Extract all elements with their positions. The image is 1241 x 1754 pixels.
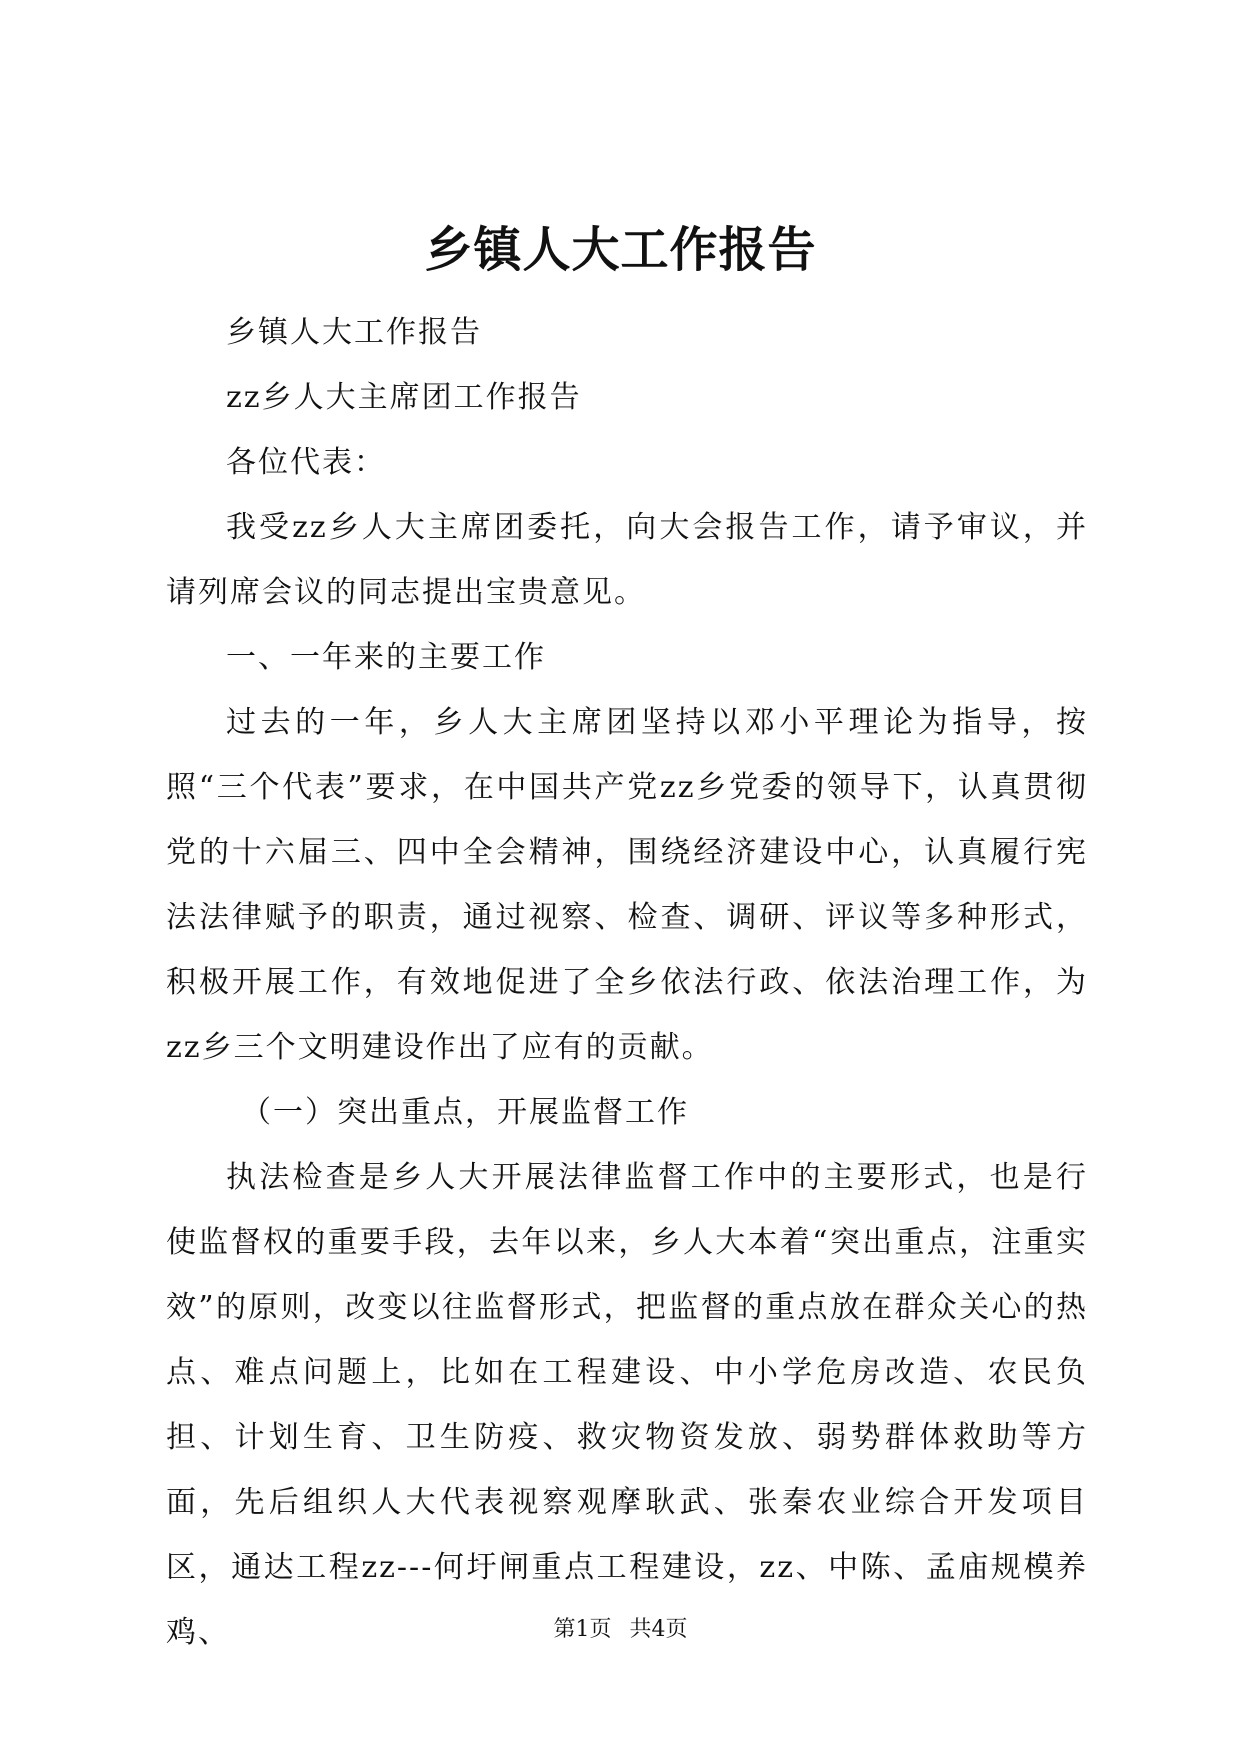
section-heading-1: 一、一年来的主要工作 xyxy=(226,640,546,675)
page-number: 第1页 xyxy=(553,1617,612,1642)
subsection-heading-1: （一）突出重点，开展监督工作 xyxy=(241,1095,689,1130)
paragraph-past-year: 过去的一年，乡人大主席团坚持以邓小平理论为指导，按照“三个代表”要求，在中国共产党zz乡党委的领导下，认真贯彻党的十六届三、四中全会精神，围绕经济建设中心，认真履行宪法法律赋予的职责，通过视察、检查、调研、评议等多种形式，积极开展工作，有效地促进了全乡依法行政、依法治理工作，为zz乡三个文明建设作出了应有的贡献。 xyxy=(166,705,1088,1065)
paragraph-intro: 我受zz乡人大主席团委托，向大会报告工作，请予审议，并请列席会议的同志提出宝贵意见。 xyxy=(166,510,1088,610)
paragraph-salutation: 各位代表： xyxy=(226,445,386,480)
document-body xyxy=(166,300,1088,1665)
paragraph-subtitle: 乡镇人大工作报告 xyxy=(226,315,482,350)
page-total: 共4页 xyxy=(629,1617,688,1642)
paragraph-report-name: zz乡人大主席团工作报告 xyxy=(226,380,582,415)
paragraph-enforcement: 执法检查是乡人大开展法律监督工作中的主要形式，也是行使监督权的重要手段，去年以来，乡人大本着“突出重点，注重实效”的原则，改变以往监督形式，把监督的重点放在群众关心的热点、难点问题上，比如在工程建设、中小学危房改造、农民负担、计划生育、卫生防疫、救灾物资发放、弱势群体救助等方面，先后组织人大代表视察观摩耿武、张秦农业综合开发项目区，通达工程zz---何圩闸重点工程建设，zz、中陈、孟庙规模养鸡、 xyxy=(166,1160,1088,1650)
document-title: 乡镇人大工作报告 xyxy=(424,222,817,278)
page-footer xyxy=(0,1615,1241,1645)
